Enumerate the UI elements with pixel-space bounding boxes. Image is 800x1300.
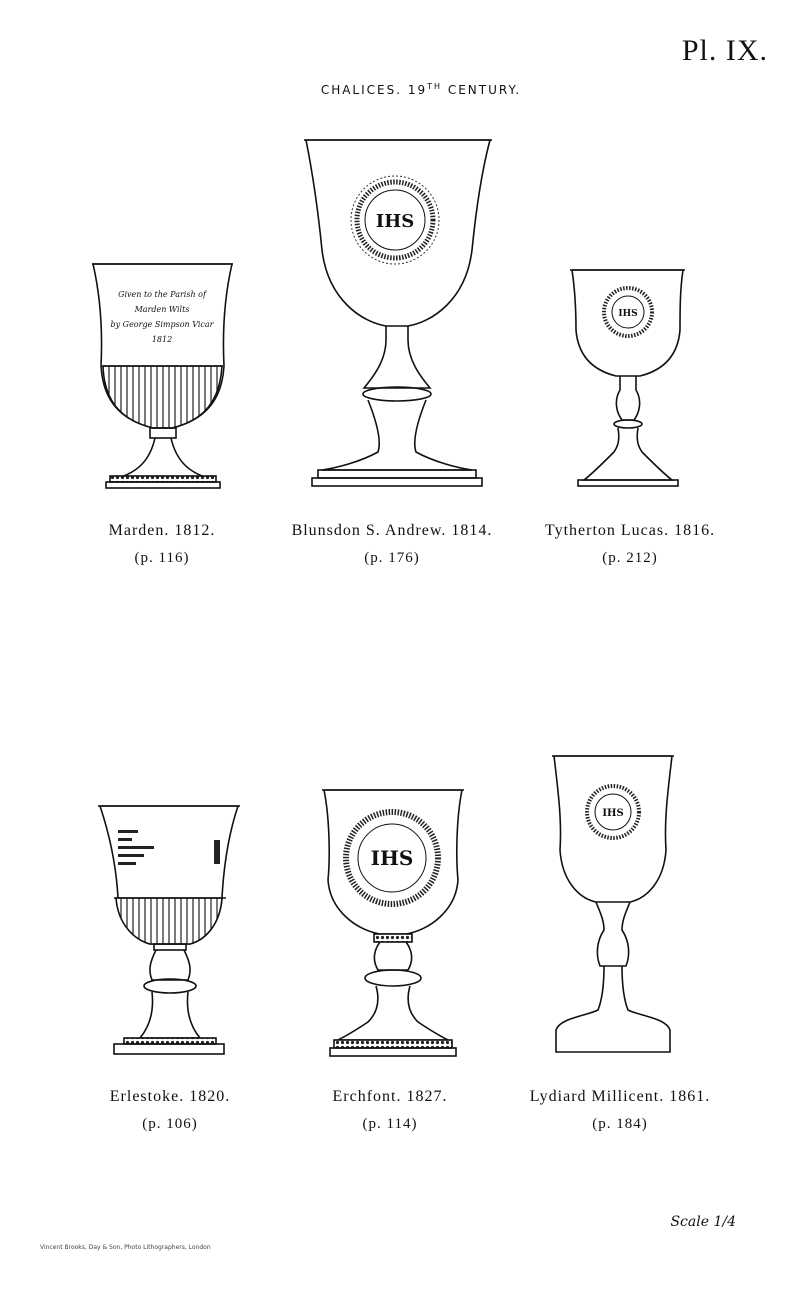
erchfont-monogram: IHS	[370, 846, 414, 870]
chalice-lydiard	[552, 756, 674, 1052]
marden-inscription-line-4: 1812	[151, 335, 173, 344]
heading-superscript: TH	[427, 82, 443, 91]
chalice-blunsdon	[304, 140, 492, 486]
chalice-marden	[92, 264, 233, 488]
scale-note: Scale 1/4	[670, 1214, 736, 1230]
tytherton-monogram: IHS	[618, 309, 638, 319]
caption-marden	[72, 522, 252, 567]
caption-erchfont	[300, 1088, 480, 1133]
heading-text: CHALICES. 19	[320, 83, 428, 97]
caption-erlestoke	[80, 1088, 260, 1133]
heading-tail: CENTURY.	[442, 83, 522, 97]
caption-name: Marden. 1812.	[108, 522, 216, 539]
caption-tytherton	[530, 522, 730, 567]
lydiard-monogram: IHS	[602, 808, 624, 819]
chalice-tytherton	[570, 270, 685, 486]
caption-blunsdon	[282, 522, 502, 567]
caption-name: Erchfont. 1827.	[332, 1088, 448, 1105]
printer-credit: Vincent Brooks, Day & Son, Photo Lithographers, London	[40, 1244, 211, 1251]
caption-page: (p. 212)	[602, 550, 658, 566]
caption-page: (p. 176)	[364, 550, 420, 566]
marden-inscription-line-1: Given to the Parish of	[118, 290, 206, 299]
caption-lydiard	[505, 1088, 735, 1133]
blunsdon-monogram: IHS	[375, 211, 415, 232]
caption-name: Blunsdon S. Andrew. 1814.	[291, 522, 493, 539]
caption-page: (p. 114)	[362, 1116, 418, 1132]
caption-page: (p. 106)	[142, 1116, 198, 1132]
chalice-erchfont	[322, 790, 464, 1056]
caption-page: (p. 184)	[592, 1116, 648, 1132]
caption-name: Lydiard Millicent. 1861.	[529, 1088, 711, 1105]
caption-name: Erlestoke. 1820.	[109, 1088, 231, 1105]
caption-name: Tytherton Lucas. 1816.	[544, 522, 716, 539]
marden-inscription-line-3: by George Simpson Vicar	[110, 320, 214, 329]
chalice-erlestoke	[98, 806, 240, 1054]
caption-page: (p. 116)	[134, 550, 190, 566]
plate-number: Pl. IX.	[681, 34, 768, 67]
marden-inscription-line-2: Marden Wilts	[134, 305, 190, 314]
